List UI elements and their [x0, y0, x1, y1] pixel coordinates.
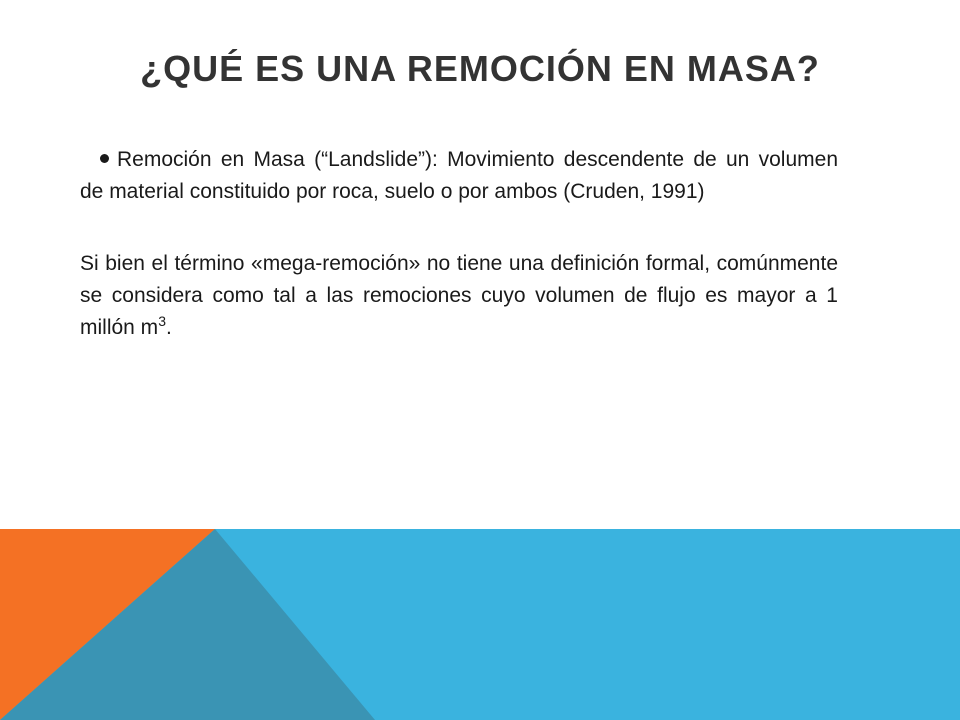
mega-remocion-paragraph: [80, 248, 838, 344]
definition-paragraph: [80, 144, 838, 208]
bullet-icon: [100, 154, 109, 163]
superscript-exponent: 3: [158, 313, 166, 329]
definition-text: Remoción en Masa (“Landslide”): Movimiento descendente de un volumen de material constituido por roca, suelo o por ambos (Cruden, 1991): [80, 148, 838, 203]
paragraph-end: .: [165, 316, 172, 339]
slide-body: [80, 144, 838, 344]
decorative-footer: [0, 529, 960, 720]
mega-remocion-text: Si bien el término «mega-remoción» no tiene una definición formal, comúnmente se considera como tal a las remociones cuyo volumen de flujo es mayor a 1 millón m: [80, 252, 838, 339]
slide-title: ¿QUÉ ES UNA REMOCIÓN EN MASA?: [140, 48, 820, 89]
